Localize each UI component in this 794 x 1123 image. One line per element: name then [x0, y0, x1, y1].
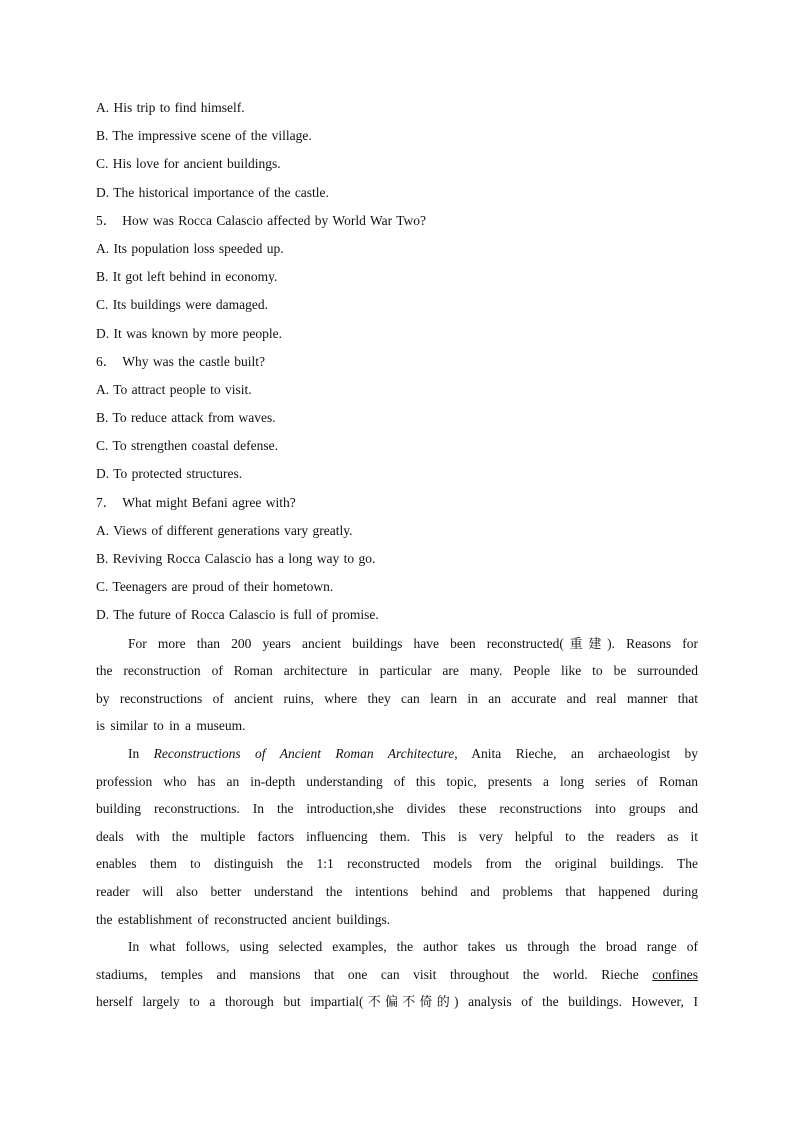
p1-line-1: [96, 630, 698, 658]
q7-text: What might Befani agree with?: [122, 494, 296, 510]
q7-option-a: A. Views of different generations vary greatly.: [96, 522, 353, 538]
document-page: [96, 94, 698, 1016]
q6-stem: [96, 348, 698, 376]
q7-stem: [96, 489, 698, 517]
p3-line-3: [96, 988, 698, 1016]
p2-line-2: profession who has an in-depth understanding of this topic, presents a long series of Roman: [96, 773, 698, 789]
q7-option-b: B. Reviving Rocca Calascio has a long way to go.: [96, 551, 376, 566]
p1-line-2: the reconstruction of Roman architecture in particular are many. People like to be surrounded: [96, 663, 698, 679]
p1-line-1-text: For more than 200 years ancient buildings have been reconstructed(: [128, 635, 564, 651]
passage-paragraph-2: [96, 740, 698, 933]
p1-line-4: is similar to in a museum.: [96, 718, 246, 734]
passage-paragraph-3: [96, 933, 698, 1016]
q5-number: 5．: [96, 212, 117, 228]
q6-text: Why was the castle built?: [122, 353, 265, 369]
p3-line-2: [96, 961, 698, 989]
q6-number: 6．: [96, 353, 117, 369]
q7-option-d: D. The future of Rocca Calascio is full of promise.: [96, 607, 379, 623]
q4-option-c: C. His love for ancient buildings.: [96, 156, 281, 172]
q5-option-a: A. Its population loss speeded up.: [96, 240, 284, 256]
q7-option-c: C. Teenagers are proud of their hometown.: [96, 579, 334, 595]
p2-line-3: building reconstructions. In the introduction,she divides these reconstructions into groups and: [96, 801, 698, 817]
q4-option-a: A. His trip to find himself.: [96, 100, 245, 115]
question-6: [96, 348, 698, 489]
p1-line-3: by reconstructions of ancient ruins, where they can learn in an accurate and real manner that: [96, 690, 698, 706]
p2-line-5: enables them to distinguish the 1:1 reconstructed models from the original buildings. The: [96, 856, 698, 872]
p2-line-4: deals with the multiple factors influencing them. This is very helpful to the readers as it: [96, 828, 698, 844]
q6-option-a: A. To attract people to visit.: [96, 381, 252, 397]
book-title: Reconstructions of Ancient Roman Architecture: [153, 745, 455, 761]
underlined-word-confines: confines: [652, 966, 698, 982]
q6-option-b: B. To reduce attack from waves.: [96, 410, 276, 426]
q5-stem: [96, 207, 698, 235]
q5-option-b: B. It got left behind in economy.: [96, 269, 278, 285]
q5-text: How was Rocca Calascio affected by World War Two?: [122, 212, 427, 228]
p3-line-3-text: herself largely to a thorough but impartial(: [96, 994, 364, 1010]
q4-option-d: D. The historical importance of the castle.: [96, 184, 329, 200]
q5-option-c: C. Its buildings were damaged.: [96, 297, 268, 313]
q4-option-b: B. The impressive scene of the village.: [96, 128, 312, 144]
p3-line-1: In what follows, using selected examples, the author takes us through the broad range of: [128, 939, 698, 955]
q7-number: 7．: [96, 494, 117, 510]
q6-option-d: D. To protected structures.: [96, 466, 243, 482]
question-7: [96, 489, 698, 630]
p1-line-1-end: ). Reasons for: [607, 635, 698, 651]
passage-paragraph-1: [96, 630, 698, 740]
p3-chinese-gloss: 不偏不倚的: [363, 995, 455, 1011]
p3-line-2-text: stadiums, temples and mansions that one can visit throughout the world. Rieche: [96, 966, 653, 982]
p2-line-7: the establishment of reconstructed ancient buildings.: [96, 911, 391, 927]
p2-line-6: reader will also better understand the intentions behind and problems that happened during: [96, 883, 698, 899]
question-5: [96, 207, 698, 348]
p3-line-3-end: ) analysis of the buildings. However, I: [454, 994, 698, 1010]
p1-chinese-gloss: 重建: [563, 636, 608, 652]
q6-option-c: C. To strengthen coastal defense.: [96, 438, 279, 454]
p2-line-1-start: In: [128, 745, 154, 761]
p2-line-1-end: , Anita Rieche, an archaeologist by: [454, 745, 698, 761]
p2-line-1: [96, 740, 698, 768]
question-4-options: [96, 94, 698, 207]
q5-option-d: D. It was known by more people.: [96, 325, 282, 341]
